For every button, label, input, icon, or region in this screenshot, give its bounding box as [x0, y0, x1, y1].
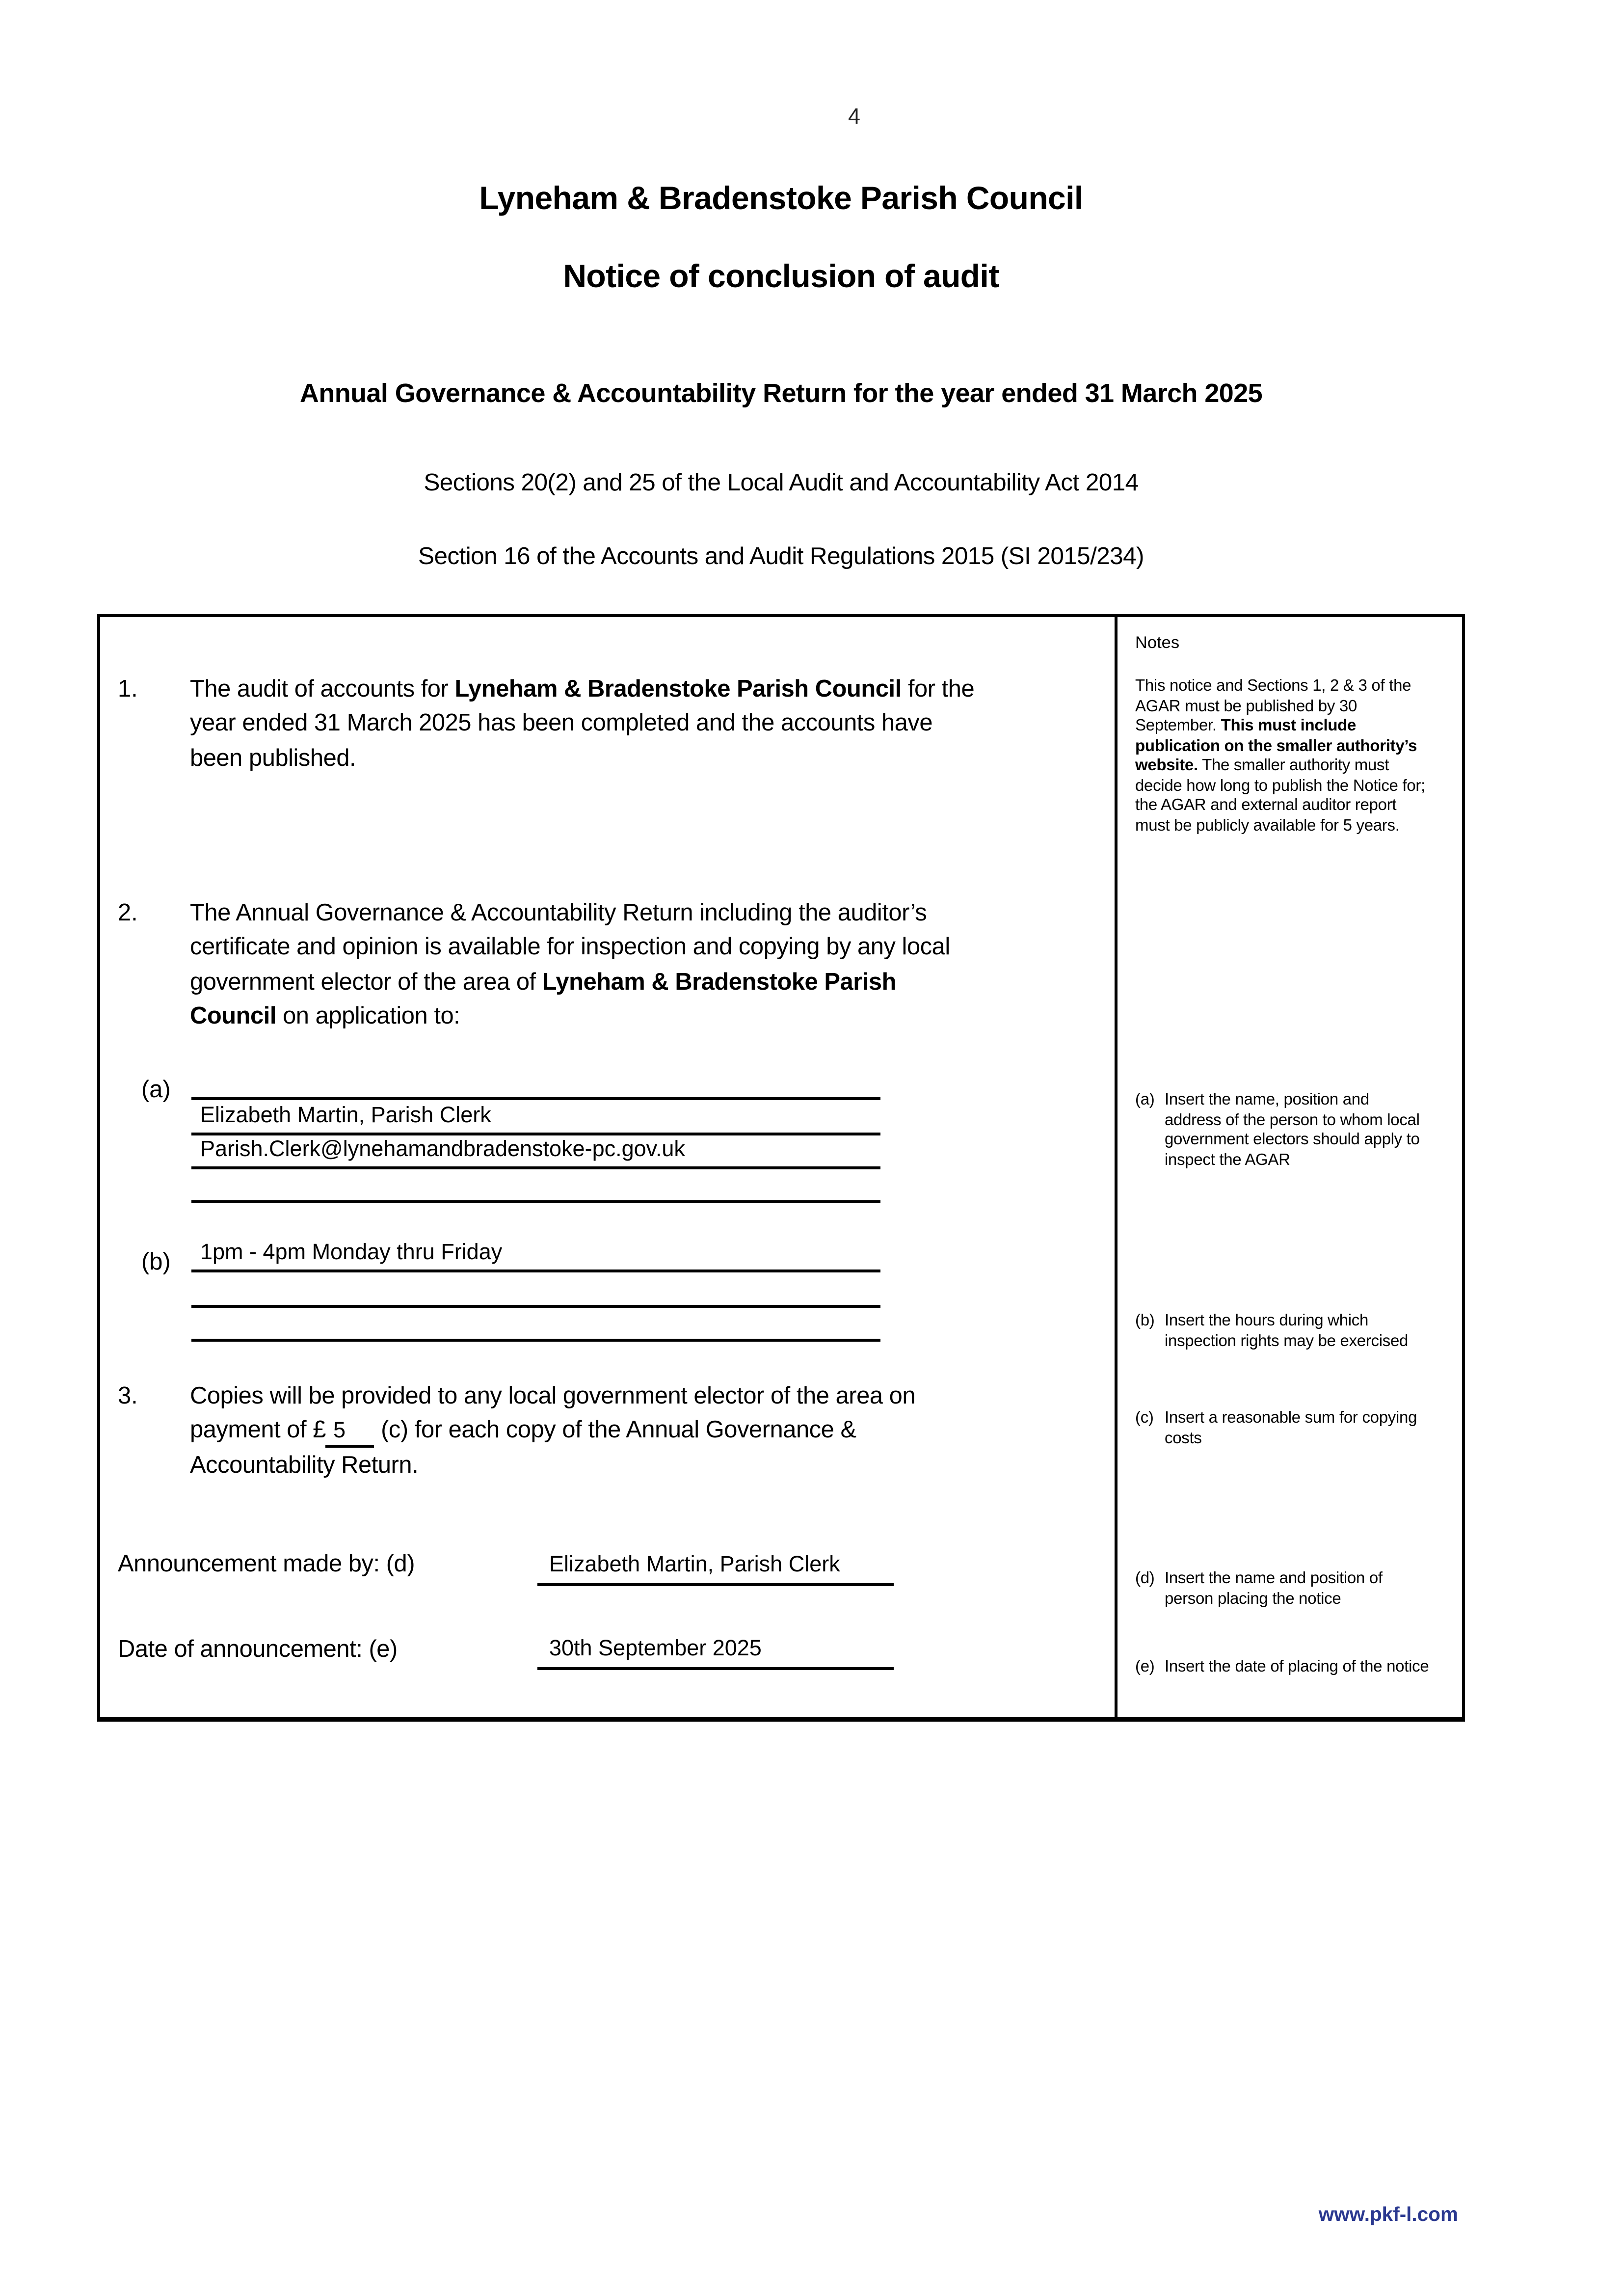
- item-1-number: 1.: [118, 676, 138, 702]
- note-a-text: Insert the name, position and address of the person to whom local government electors should apply to inspect the AGAR: [1165, 1091, 1420, 1169]
- note-b-label: (b): [1135, 1312, 1155, 1330]
- statute-line-1: Sections 20(2) and 25 of the Local Audit and Accountability Act 2014: [424, 470, 1139, 496]
- text-run: government elector of the area of: [190, 968, 542, 995]
- document-title: Notice of conclusion of audit: [563, 258, 999, 295]
- notice-table: [97, 614, 1465, 1722]
- text-run: payment of £: [190, 1417, 326, 1444]
- section-a-label: (a): [141, 1077, 171, 1103]
- note-a: [1135, 1091, 1430, 1171]
- date-of-announcement-label: Date of announcement: (e): [118, 1636, 398, 1663]
- text-line: Copies will be provided to any local government elector of the area on: [190, 1383, 916, 1409]
- form-line-inspection-hours: [191, 1239, 880, 1273]
- note-e-label: (e): [1135, 1658, 1155, 1676]
- list-item-2: [118, 897, 950, 1034]
- text-line: year ended 31 March 2025 has been completed and the accounts have: [190, 710, 933, 737]
- copy-fee-value: 5: [326, 1419, 374, 1448]
- text-run: for the: [901, 676, 975, 702]
- note-publication-bold: This must include publication on the smaller authority’s website.: [1135, 717, 1417, 775]
- form-line-blank: [191, 1307, 880, 1342]
- statute-line-2: Section 16 of the Accounts and Audit Regulations 2015 (SI 2015/234): [418, 543, 1144, 570]
- text-run: on application to:: [276, 1002, 460, 1029]
- note-b-text: Insert the hours during which inspection rights may be exercised: [1165, 1312, 1409, 1350]
- announcement-made-by-field: [537, 1551, 894, 1586]
- text-line: Accountability Return.: [190, 1451, 419, 1478]
- council-name-bold: Lyneham & Bradenstoke Parish Council: [454, 676, 902, 702]
- council-name-bold: Council: [190, 1002, 276, 1029]
- section-b-label: (b): [141, 1249, 171, 1275]
- text-line: The Annual Governance & Accountability Return including the auditor’s: [190, 900, 927, 926]
- note-c-text: Insert a reasonable sum for copying costs: [1165, 1409, 1417, 1447]
- note-a-label: (a): [1135, 1091, 1155, 1109]
- text-line: [190, 1414, 915, 1449]
- text-line: been published.: [190, 744, 356, 771]
- announcement-made-by-value: Elizabeth Martin, Parish Clerk: [549, 1552, 840, 1577]
- list-item-1: [118, 673, 974, 776]
- note-c-label: (c): [1135, 1409, 1154, 1427]
- note-e-text: Insert the date of placing of the notice: [1165, 1658, 1429, 1676]
- form-line-blank: [191, 1273, 880, 1307]
- form-line-blank: [191, 1066, 880, 1101]
- text-run: This notice and Sections 1, 2 & 3 of the AGAR must be published by 30 September.: [1135, 677, 1411, 735]
- date-of-announcement-value: 30th September 2025: [549, 1636, 762, 1661]
- council-title: Lyneham & Bradenstoke Parish Council: [479, 180, 1083, 216]
- note-b: [1135, 1312, 1430, 1352]
- note-d-text: Insert the name and position of person placing the notice: [1165, 1570, 1383, 1608]
- note-d: [1135, 1570, 1430, 1610]
- text-run: The smaller authority must decide how long to publish the Notice for; the AGAR and external auditor report must be publicly available for 5 years.: [1135, 757, 1425, 835]
- note-c: [1135, 1409, 1430, 1449]
- item-3-number: 3.: [118, 1383, 138, 1409]
- item-1-text: [190, 673, 974, 776]
- announcement-made-by-label: Announcement made by: (d): [118, 1551, 415, 1577]
- note-d-label: (d): [1135, 1570, 1155, 1588]
- form-line-contact-email: [191, 1135, 880, 1169]
- form-line-contact-name: [191, 1101, 880, 1135]
- date-of-announcement-field: [537, 1635, 894, 1670]
- notes-column-header: Notes: [1135, 635, 1180, 652]
- contact-email-value: Parish.Clerk@lynehamandbradenstoke-pc.gov.uk: [200, 1136, 685, 1162]
- form-line-blank: [191, 1169, 880, 1204]
- note-e: [1135, 1658, 1430, 1678]
- document-subtitle: Annual Governance & Accountability Return for the year ended 31 March 2025: [299, 378, 1263, 408]
- main-column: [100, 617, 1117, 1717]
- inspection-hours-value: 1pm - 4pm Monday thru Friday: [200, 1240, 503, 1266]
- text-line: certificate and opinion is available for inspection and copying by any local: [190, 934, 950, 961]
- notes-column: [1117, 617, 1462, 1717]
- section-a-lines: [191, 1066, 880, 1204]
- section-b-lines: [191, 1239, 880, 1342]
- pkf-website-link[interactable]: www.pkf-l.com: [1318, 2203, 1458, 2225]
- note-publication: [1135, 677, 1433, 837]
- text-line: [190, 966, 950, 1000]
- text-line: [190, 673, 974, 707]
- text-run: (c) for each copy of the Annual Governance &: [374, 1417, 856, 1444]
- text-line: [190, 1000, 950, 1034]
- item-2-text: [190, 897, 950, 1034]
- item-2-number: 2.: [118, 900, 138, 926]
- list-item-3: [118, 1380, 915, 1483]
- page-number: 4: [848, 105, 861, 130]
- text-run: The audit of accounts for: [190, 676, 455, 702]
- item-3-text: [190, 1380, 915, 1483]
- contact-name-value: Elizabeth Martin, Parish Clerk: [200, 1102, 491, 1128]
- council-name-bold: Lyneham & Bradenstoke Parish: [542, 968, 897, 995]
